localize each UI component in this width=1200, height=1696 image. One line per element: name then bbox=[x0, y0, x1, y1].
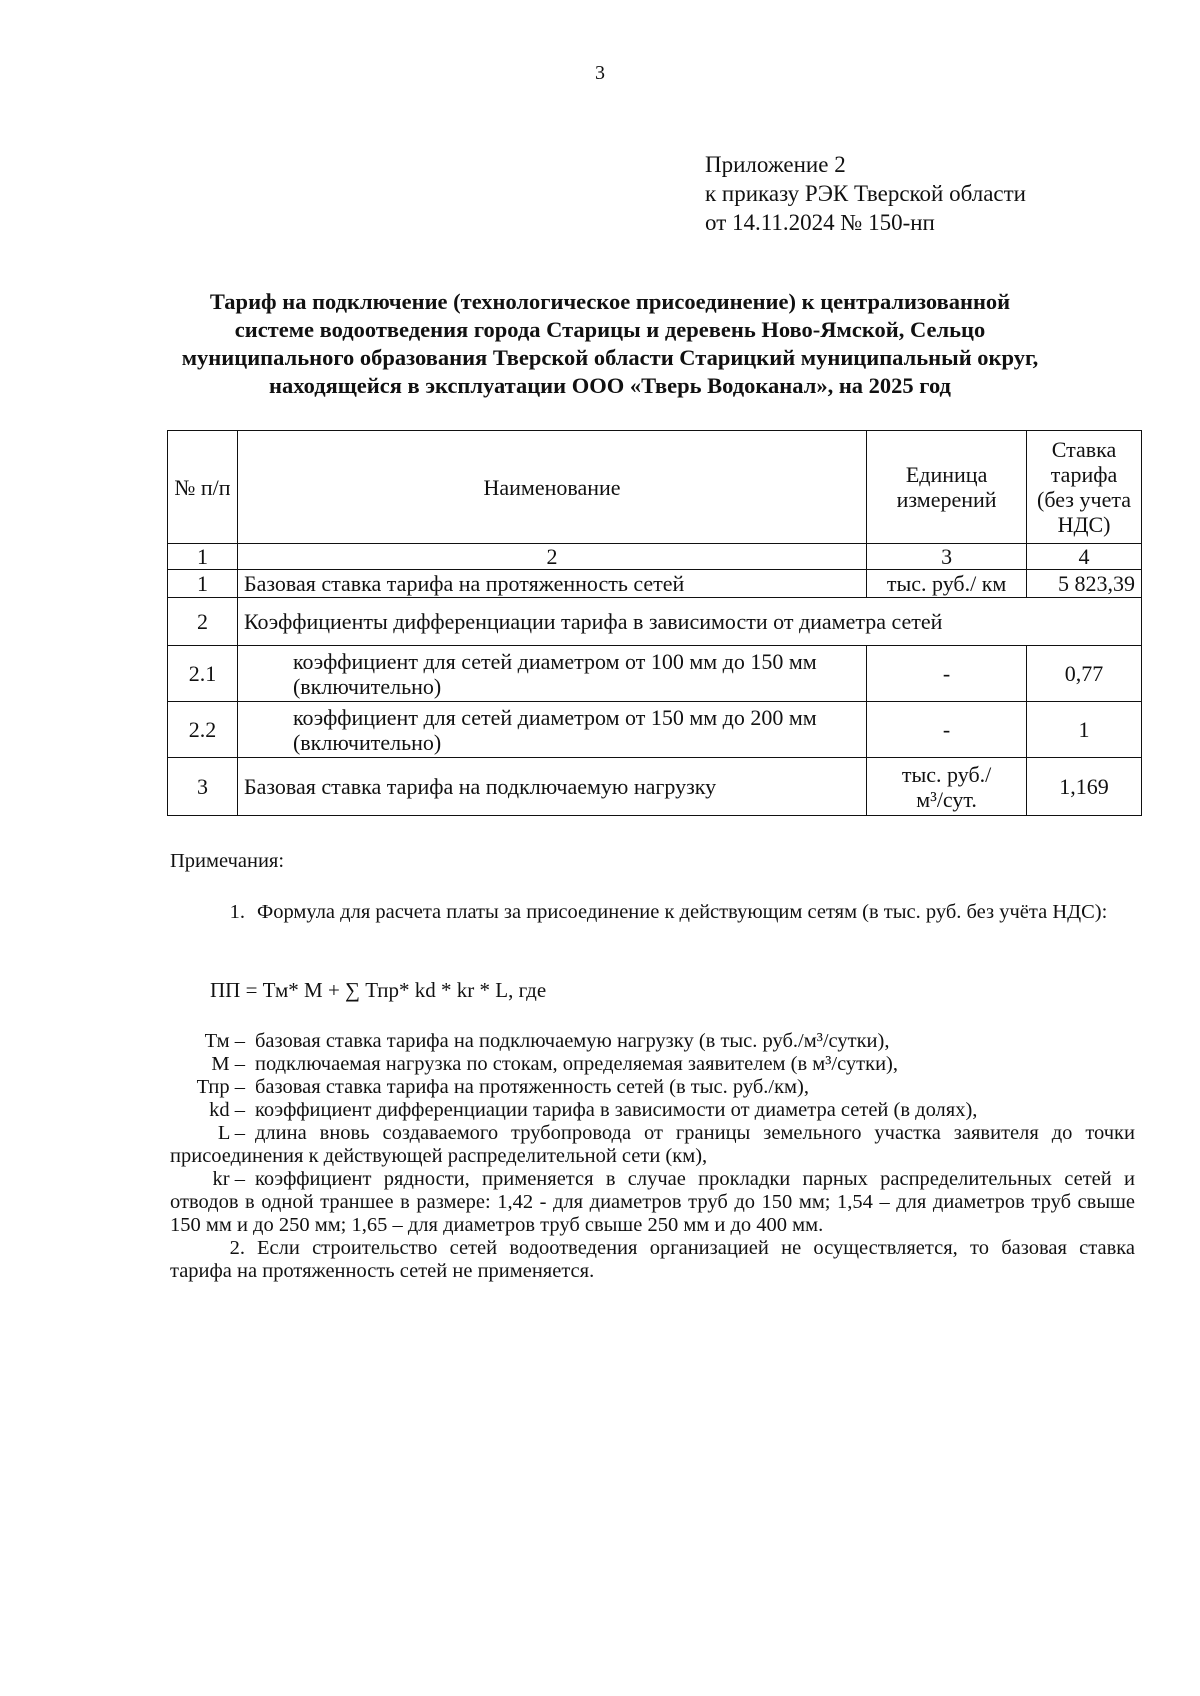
appendix-line-1: Приложение 2 bbox=[705, 152, 846, 177]
page-number: 3 bbox=[595, 62, 605, 84]
row-unit: - bbox=[867, 702, 1027, 758]
definition-text: базовая ставка тарифа на протяженность сетей (в тыс. руб./км), bbox=[255, 1076, 809, 1098]
col-number: 2 bbox=[237, 544, 866, 570]
notes-section bbox=[170, 850, 1135, 924]
definition-row bbox=[170, 1099, 1135, 1122]
row-name: Базовая ставка тарифа на протяженность сетей bbox=[237, 570, 866, 598]
title-line-1: Тариф на подключение (технологическое присоединение) к централизованной bbox=[209, 289, 1011, 314]
table-row bbox=[168, 598, 1142, 646]
title-line-4: находящейся в эксплуатации ООО «Тверь Водоканал», на 2025 год bbox=[269, 373, 951, 398]
table-row bbox=[168, 702, 1142, 758]
row-num: 2 bbox=[168, 598, 238, 646]
row-name: коэффициент для сетей диаметром от 100 мм до 150 мм (включительно) bbox=[237, 646, 866, 702]
note-number: 2. bbox=[229, 1237, 245, 1259]
header-rate: Ставка тарифа (без учета НДС) bbox=[1027, 431, 1142, 544]
note-text: Если строительство сетей водоотведения организацией не осуществляется, то базовая ставка тарифа на протяженность сетей не применяется. bbox=[170, 1237, 1135, 1282]
row-rate: 0,77 bbox=[1027, 646, 1142, 702]
definition-row bbox=[170, 1122, 1135, 1168]
appendix-line-2: к приказу РЭК Тверской области bbox=[705, 181, 1026, 206]
row-num: 2.2 bbox=[168, 702, 238, 758]
definition-row bbox=[170, 1076, 1135, 1099]
row-unit: - bbox=[867, 646, 1027, 702]
column-number-row bbox=[168, 544, 1142, 570]
note-item-2 bbox=[170, 1237, 1135, 1283]
note-text: Формула для расчета платы за присоединение к действующим сетям (в тыс. руб. без учёта НДС): bbox=[257, 901, 1108, 923]
definition-symbol: Тпр – bbox=[196, 1076, 245, 1098]
appendix-block bbox=[705, 150, 1026, 237]
header-name: Наименование bbox=[237, 431, 866, 544]
row-unit bbox=[867, 758, 1027, 816]
tariff-table bbox=[167, 430, 1142, 816]
document-title bbox=[150, 288, 1070, 400]
row-unit-line: тыс. руб./ bbox=[901, 761, 992, 787]
header-num: № п/п bbox=[168, 431, 238, 544]
header-unit: Единица измерений bbox=[867, 431, 1027, 544]
table-row bbox=[168, 758, 1142, 816]
appendix-line-3: от 14.11.2024 № 150-нп bbox=[705, 210, 935, 235]
table-row bbox=[168, 570, 1142, 598]
col-number: 1 bbox=[168, 544, 238, 570]
definition-text: подключаемая нагрузка по стокам, определяемая заявителем (в м³/сутки), bbox=[255, 1053, 899, 1075]
row-unit-line: м³/сут. bbox=[916, 786, 977, 812]
notes-heading: Примечания: bbox=[170, 850, 285, 872]
row-unit: тыс. руб./ км bbox=[867, 570, 1027, 598]
definition-row bbox=[170, 1053, 1135, 1076]
definition-text: коэффициент дифференциации тарифа в зависимости от диаметра сетей (в долях), bbox=[255, 1099, 978, 1121]
definition-symbol: Тм – bbox=[204, 1030, 245, 1052]
row-num: 3 bbox=[168, 758, 238, 816]
definition-symbol: kd – bbox=[209, 1099, 245, 1121]
col-number: 3 bbox=[867, 544, 1027, 570]
row-num: 2.1 bbox=[168, 646, 238, 702]
definition-symbol: М – bbox=[211, 1053, 245, 1075]
table-row bbox=[168, 646, 1142, 702]
title-line-2: системе водоотведения города Старицы и деревень Ново-Ямской, Сельцо bbox=[234, 317, 986, 342]
formula: ПП = Тм* М + ∑ Тпр* kd * kr * L, где bbox=[210, 978, 547, 1002]
table-header-row bbox=[168, 431, 1142, 544]
note-number: 1. bbox=[229, 901, 245, 923]
row-rate: 5 823,39 bbox=[1027, 570, 1142, 598]
row-rate: 1 bbox=[1027, 702, 1142, 758]
definition-text: коэффициент рядности, применяется в случае прокладки парных распределительных сетей и отводов в одной траншее в размере: 1,42 - для диаметров труб до 150 мм; 1,54 – для диаметров труб свыше 150 мм и до 250 мм; 1,65 – для диаметров труб свыше 250 мм и до 400 мм. bbox=[170, 1168, 1135, 1236]
row-name: коэффициент для сетей диаметром от 150 мм до 200 мм (включительно) bbox=[237, 702, 866, 758]
note-item-1 bbox=[170, 901, 1135, 924]
row-name: Базовая ставка тарифа на подключаемую нагрузку bbox=[237, 758, 866, 816]
definitions-list bbox=[170, 1030, 1135, 1283]
definition-row bbox=[170, 1030, 1135, 1053]
row-rate: 1,169 bbox=[1027, 758, 1142, 816]
title-line-3: муниципального образования Тверской области Старицкий муниципальный округ, bbox=[181, 345, 1039, 370]
definition-text: длина вновь создаваемого трубопровода от границы земельного участка заявителя до точки присоединения к действующей распределительной сети (км), bbox=[170, 1122, 1135, 1167]
row-num: 1 bbox=[168, 570, 238, 598]
definition-symbol: kr – bbox=[212, 1168, 245, 1190]
col-number: 4 bbox=[1027, 544, 1142, 570]
row-name: Коэффициенты дифференциации тарифа в зависимости от диаметра сетей bbox=[237, 598, 1141, 646]
definition-symbol: L – bbox=[217, 1122, 245, 1144]
definition-row bbox=[170, 1168, 1135, 1237]
definition-text: базовая ставка тарифа на подключаемую нагрузку (в тыс. руб./м³/сутки), bbox=[255, 1030, 890, 1052]
